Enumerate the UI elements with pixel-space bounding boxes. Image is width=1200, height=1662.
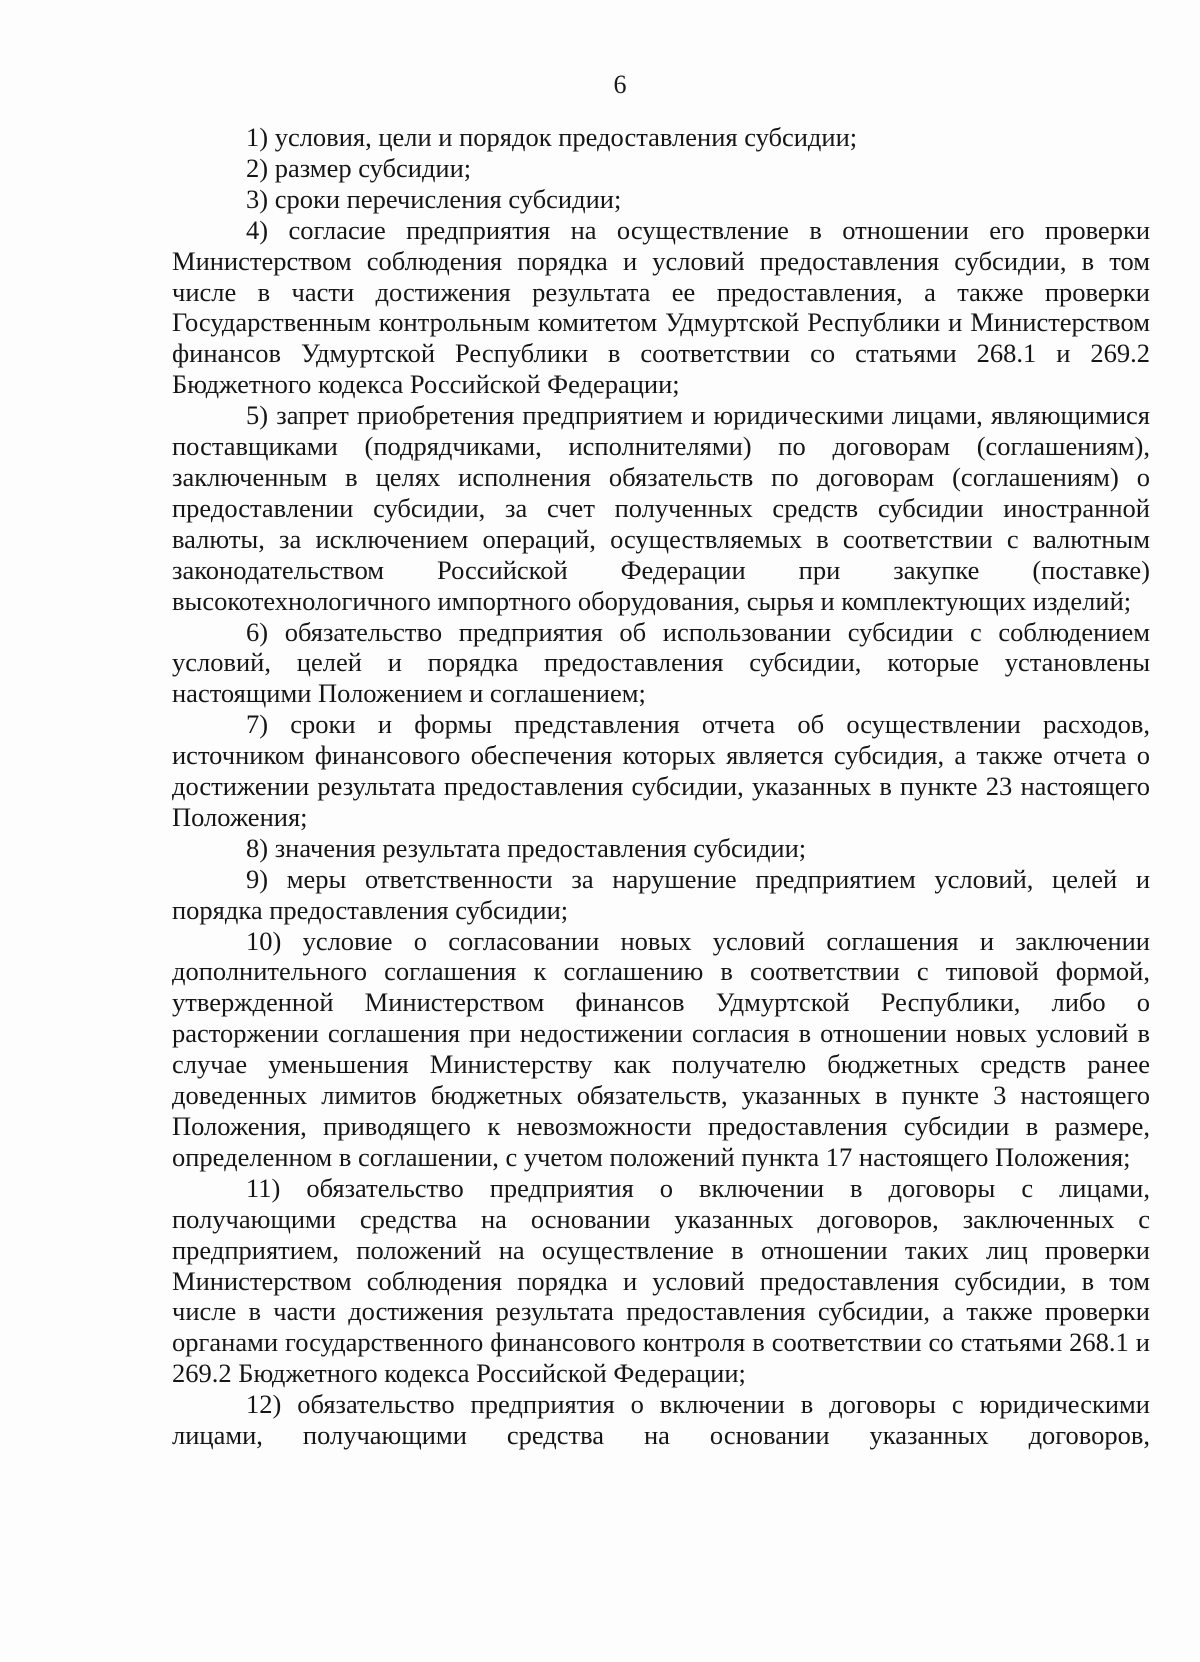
document-body — [172, 122, 1150, 1451]
page-number: 6 — [613, 70, 627, 99]
list-item-9: 9) меры ответственности за нарушение предприятием условий, целей и порядка предоставления субсидии; — [172, 863, 1150, 925]
list-item-12: 12) обязательство предприятия о включении в договоры с юридическими лицами, получающими средства на основании указанных договоров, — [172, 1389, 1150, 1451]
list-item-10: 10) условие о согласовании новых условий соглашения и заключении дополнительного соглашения к соглашению в соответствии с типовой формой, утвержденной Министерством финансов Удмуртской Республики, либо о расторжении соглашения при недостижении согласия в отношении новых условий в случае уменьшения Министерству как получателю бюджетных средств ранее доведенных лимитов бюджетных обязательств, указанных в пункте 3 настоящего Положения, приводящего к невозможности предоставления субсидии в размере, определенном в соглашении, с учетом положений пункта 17 настоящего Положения; — [172, 925, 1150, 1172]
list-item-4: 4) согласие предприятия на осуществление в отношении его проверки Министерством соблюдения порядка и условий предоставления субсидии, в том числе в части достижения результата ее предоставления, а также проверки Государственным контрольным комитетом Удмуртской Республики и Министерством финансов Удмуртской Республики в соответствии со статьями 268.1 и 269.2 Бюджетного кодекса Российской Федерации; — [172, 214, 1150, 400]
list-item-11: 11) обязательство предприятия о включении в договоры с лицами, получающими средства на основании указанных договоров, заключенных с предприятием, положений на осуществление в отношении таких лиц проверки Министерством соблюдения порядка и условий предоставления субсидии, в том числе в части достижения результата предоставления субсидии, а также проверки органами государственного финансового контроля в соответствии со статьями 268.1 и 269.2 Бюджетного кодекса Российской Федерации; — [172, 1172, 1150, 1389]
list-item-7: 7) сроки и формы представления отчета об осуществлении расходов, источником финансового обеспечения которых является субсидия, а также отчета о достижении результата предоставления субсидии, указанных в пункте 23 настоящего Положения; — [172, 709, 1150, 832]
list-item-3: 3) сроки перечисления субсидии; — [246, 183, 622, 214]
list-item-2: 2) размер субсидии; — [246, 152, 472, 183]
list-item-5: 5) запрет приобретения предприятием и юридическими лицами, являющимися поставщиками (подрядчиками, исполнителями) по договорам (соглашениям), заключенным в целях исполнения обязательств по договорам (соглашениям) о предоставлении субсидии, за счет полученных средств субсидии иностранной валюты, за исключением операций, осуществляемых в соответствии с валютным законодательством Российской Федерации при закупке (поставке) высокотехнологичного импортного оборудования, сырья и комплектующих изделий; — [172, 400, 1150, 616]
list-item-8: 8) значения результата предоставления субсидии; — [246, 832, 807, 863]
list-item-6: 6) обязательство предприятия об использовании субсидии с соблюдением условий, целей и порядка предоставления субсидии, которые установлены настоящими Положением и соглашением; — [172, 616, 1150, 709]
list-item-1: 1) условия, цели и порядок предоставления субсидии; — [246, 122, 858, 152]
